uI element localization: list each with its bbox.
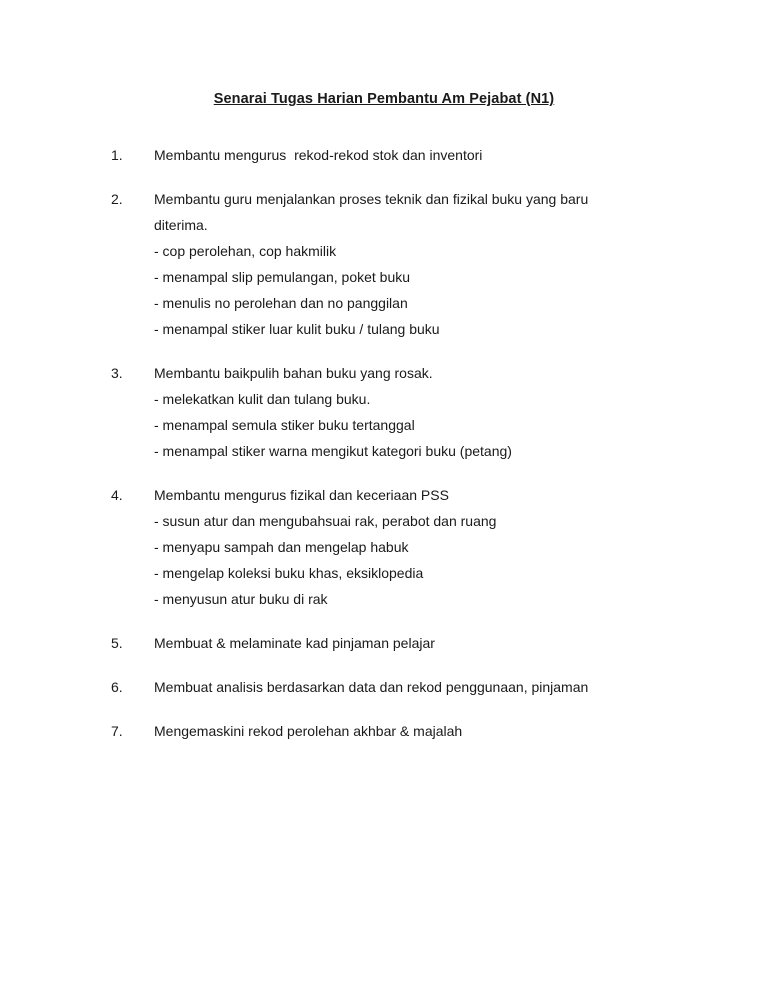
sub-item: - menyapu sampah dan mengelap habuk bbox=[154, 539, 409, 555]
list-item-3 bbox=[111, 360, 671, 464]
item-text: Membuat analisis berdasarkan data dan rekod penggunaan, pinjaman bbox=[154, 679, 589, 695]
item-text: Membantu baikpulih bahan buku yang rosak. bbox=[154, 365, 433, 381]
item-text: Membantu guru menjalankan proses teknik dan fizikal buku yang baru bbox=[154, 191, 589, 207]
item-number: 7. bbox=[111, 723, 123, 739]
list-item-6 bbox=[111, 674, 671, 700]
item-number: 5. bbox=[111, 635, 123, 651]
item-text-continued: diterima. bbox=[154, 217, 208, 233]
sub-item: - menampal stiker warna mengikut kategori buku (petang) bbox=[154, 443, 512, 459]
list-item-2 bbox=[111, 186, 671, 342]
item-number: 1. bbox=[111, 147, 123, 163]
list-item-7 bbox=[111, 718, 671, 744]
item-number: 4. bbox=[111, 487, 123, 503]
sub-item: - menampal semula stiker buku tertanggal bbox=[154, 417, 415, 433]
document-title: Senarai Tugas Harian Pembantu Am Pejabat (N1) bbox=[213, 91, 555, 107]
sub-item: - mengelap koleksi buku khas, eksiklopedia bbox=[154, 565, 424, 581]
item-text: Membantu mengurus rekod-rekod stok dan inventori bbox=[154, 147, 483, 163]
sub-item: - cop perolehan, cop hakmilik bbox=[154, 243, 337, 259]
list-item-1 bbox=[111, 142, 671, 168]
item-number: 3. bbox=[111, 365, 123, 381]
item-number: 2. bbox=[111, 191, 123, 207]
sub-item: - menampal stiker luar kulit buku / tulang buku bbox=[154, 321, 440, 337]
item-text: Membantu mengurus fizikal dan keceriaan PSS bbox=[154, 487, 449, 503]
sub-item: - menulis no perolehan dan no panggilan bbox=[154, 295, 408, 311]
task-list bbox=[111, 142, 671, 762]
list-item-5 bbox=[111, 630, 671, 656]
sub-item: - melekatkan kulit dan tulang buku. bbox=[154, 391, 371, 407]
list-item-4 bbox=[111, 482, 671, 612]
sub-item: - susun atur dan mengubahsuai rak, perabot dan ruang bbox=[154, 513, 497, 529]
sub-item: - menampal slip pemulangan, poket buku bbox=[154, 269, 411, 285]
item-text: Mengemaskini rekod perolehan akhbar & majalah bbox=[154, 723, 463, 739]
item-number: 6. bbox=[111, 679, 123, 695]
sub-item: - menyusun atur buku di rak bbox=[154, 591, 328, 607]
item-text: Membuat & melaminate kad pinjaman pelajar bbox=[154, 635, 435, 651]
